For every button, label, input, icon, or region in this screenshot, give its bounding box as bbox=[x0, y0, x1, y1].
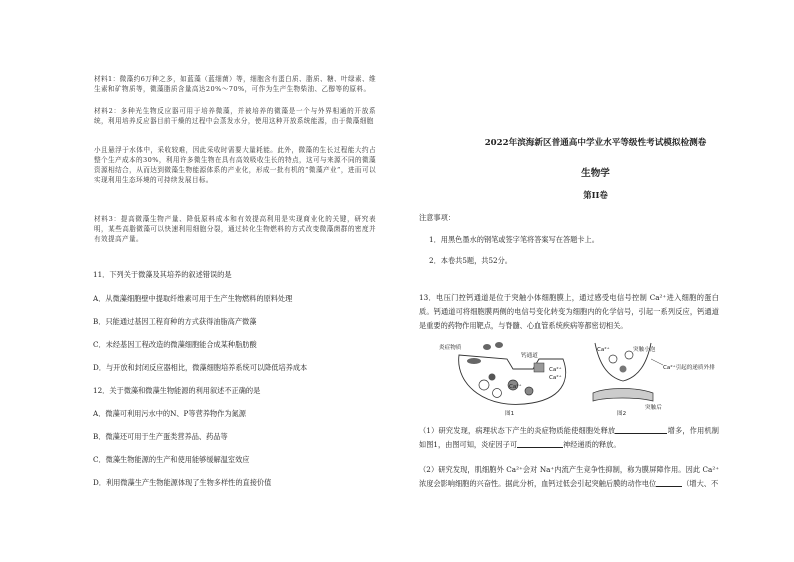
material-2-continued: 小且悬浮于水体中，采收较难，因此采收时需要大量耗能。此外，微藻的生长过程能大约占整个生产成本的30%，利用许多微生物在具有高效吸收生长的特点，这可与来源不同的微藻资源相结合，从而达到微藻生物能源体系的产业化，形成一批有机的“微藻产业”，进而可以实现利用生态环境的可持续发展目标。 bbox=[94, 146, 376, 184]
q12-option-d: D．利用微藻生产生物能源体现了生物多样性的直接价值 bbox=[93, 478, 272, 487]
notes-heading: 注意事项： bbox=[419, 213, 455, 222]
answer-blank-2[interactable] bbox=[517, 439, 563, 448]
q11-option-b: B．只能通过基因工程育种的方式获得油脂高产微藻 bbox=[93, 317, 257, 326]
figure-1 bbox=[439, 342, 566, 417]
vesicle bbox=[609, 355, 617, 363]
material-3: 材料3：提高微藻生物产量、降低原料成本和有效提高利用是实现商业化的关键，研究表明，某些高脂微藻可以快速利用细胞分裂，通过转化生物燃料的方式改变微藻菌群的密度并有效提高产量。 bbox=[94, 215, 376, 243]
q12-option-b: B．微藻还可用于生产蛋类营养品、药品等 bbox=[93, 432, 228, 441]
ca-label: Ca²⁺ bbox=[549, 367, 562, 373]
exam-title: 2022年滨海新区普通高中学业水平等级性考试模拟检测卷 bbox=[484, 138, 707, 148]
ca-inner-label: Ca²⁺ bbox=[509, 384, 522, 390]
release-label: Ca²⁺引起的递质外排 bbox=[663, 365, 715, 371]
q13-part-1-text-b: 增多，作用机制如图1，由图可知，炎症因子可 bbox=[419, 426, 719, 449]
q12-option-a: A．微藻可利用污水中的N、P等营养物作为氮源 bbox=[93, 409, 246, 418]
material-2: 材料2：多种光生物反应器可用于培养微藻，并被培养的微藻是一个与外界相通的开放系统，利用培养反应器目前干燥的过程中会蒸发水分，使用这种开放系统能源，由于微藻细胞 bbox=[94, 107, 376, 125]
subject-title: 生物学 bbox=[581, 168, 610, 179]
q11-option-a: A．从微藻细胞壁中提取纤维素可用于生产生物燃料的原料处理 bbox=[93, 294, 293, 303]
q13-stem: 13．电压门控钙通道是位于突触小体细胞膜上，通过感受电信号控制 Ca²⁺进入细胞的蛋白质。钙通道可将细胞膜两侧的电信号变化转变为细胞内的化学信号，引起一系列反应，钙通道是重要的药物作用靶点，与脊髓、心血管系统疾病等都密切相关。 bbox=[419, 293, 719, 330]
fig2-label: 图2 bbox=[617, 411, 627, 417]
q13-part-2-text-a: （2）研究发现，肌细胞外 Ca²⁺会对 Na⁺内流产生竞争性抑制，称为膜屏障作用。因此 Ca²⁺浓度会影响细胞的兴奋性。据此分析，血钙过低会引起突触后膜的动作电位 bbox=[419, 465, 719, 488]
synapse-figures bbox=[437, 341, 717, 417]
volume-title: 第II卷 bbox=[583, 190, 608, 200]
inflammatory-particle bbox=[495, 342, 503, 348]
q11-option-d: D．与开放和封闭反应器相比，微藻细胞培养系统可以降低培养成本 bbox=[93, 363, 308, 372]
vesicle bbox=[493, 389, 502, 398]
ca-label-fig2: Ca²⁺ bbox=[597, 347, 610, 353]
vesicle-label: 突触小泡 bbox=[633, 347, 656, 353]
vesicle bbox=[479, 380, 489, 390]
q12-stem: 12．关于微藻和微藻生物能源的利用叙述不正确的是 bbox=[93, 386, 261, 395]
postsynaptic-label: 突触后 bbox=[645, 405, 662, 411]
channel-label: 钙通道 bbox=[521, 353, 538, 359]
q12-option-c: C．微藻生物能源的生产和使用能够缓解温室效应 bbox=[93, 455, 250, 464]
postsynaptic-membrane bbox=[593, 389, 653, 402]
vesicle bbox=[625, 351, 633, 359]
figure-2 bbox=[593, 343, 715, 417]
q13-part-2-text-b: （增大、不 bbox=[682, 479, 719, 488]
q13-part-1-text-a: （1）研究发现，病理状态下产生的炎症物质能使细胞处释放 bbox=[419, 426, 616, 435]
calcium-channel bbox=[534, 363, 544, 372]
fig1-label: 图1 bbox=[505, 411, 515, 417]
q13-part-1 bbox=[419, 424, 719, 452]
receptor-dot bbox=[489, 374, 496, 381]
q11-option-c: C．未经基因工程改造的微藻细胞能合成某种脂肪酸 bbox=[93, 340, 257, 349]
answer-blank-1[interactable] bbox=[615, 425, 667, 434]
answer-blank-3[interactable] bbox=[656, 478, 682, 487]
note-2: 2．本卷共5题，共52分。 bbox=[429, 256, 512, 265]
material-1: 材料1：微藻约6万种之多，如蓝藻（蓝细菌）等，细胞含有蛋白质、脂质、糖、叶绿素、维生素和矿物质等，微藻脂质含量高达20%～70%，可作为生产生物柴油、乙醇等的原料。 bbox=[94, 75, 376, 93]
vesicle bbox=[620, 366, 627, 373]
note-1: 1．用黑色墨水的钢笔或签字笔将答案写在答题卡上。 bbox=[429, 235, 599, 244]
leader-line bbox=[651, 359, 663, 365]
q13-part-1-text-c: 神经递质的释放。 bbox=[563, 440, 621, 449]
inflammatory-label: 炎症物质 bbox=[439, 345, 462, 351]
vesicle bbox=[525, 387, 533, 395]
ca-label-2: Ca²⁺ bbox=[549, 375, 562, 381]
inflammatory-particle bbox=[483, 344, 491, 350]
inflammatory-particle bbox=[467, 358, 481, 364]
q13-part-2 bbox=[419, 463, 719, 491]
q11-stem: 11．下列关于微藻及其培养的叙述错误的是 bbox=[93, 270, 232, 279]
